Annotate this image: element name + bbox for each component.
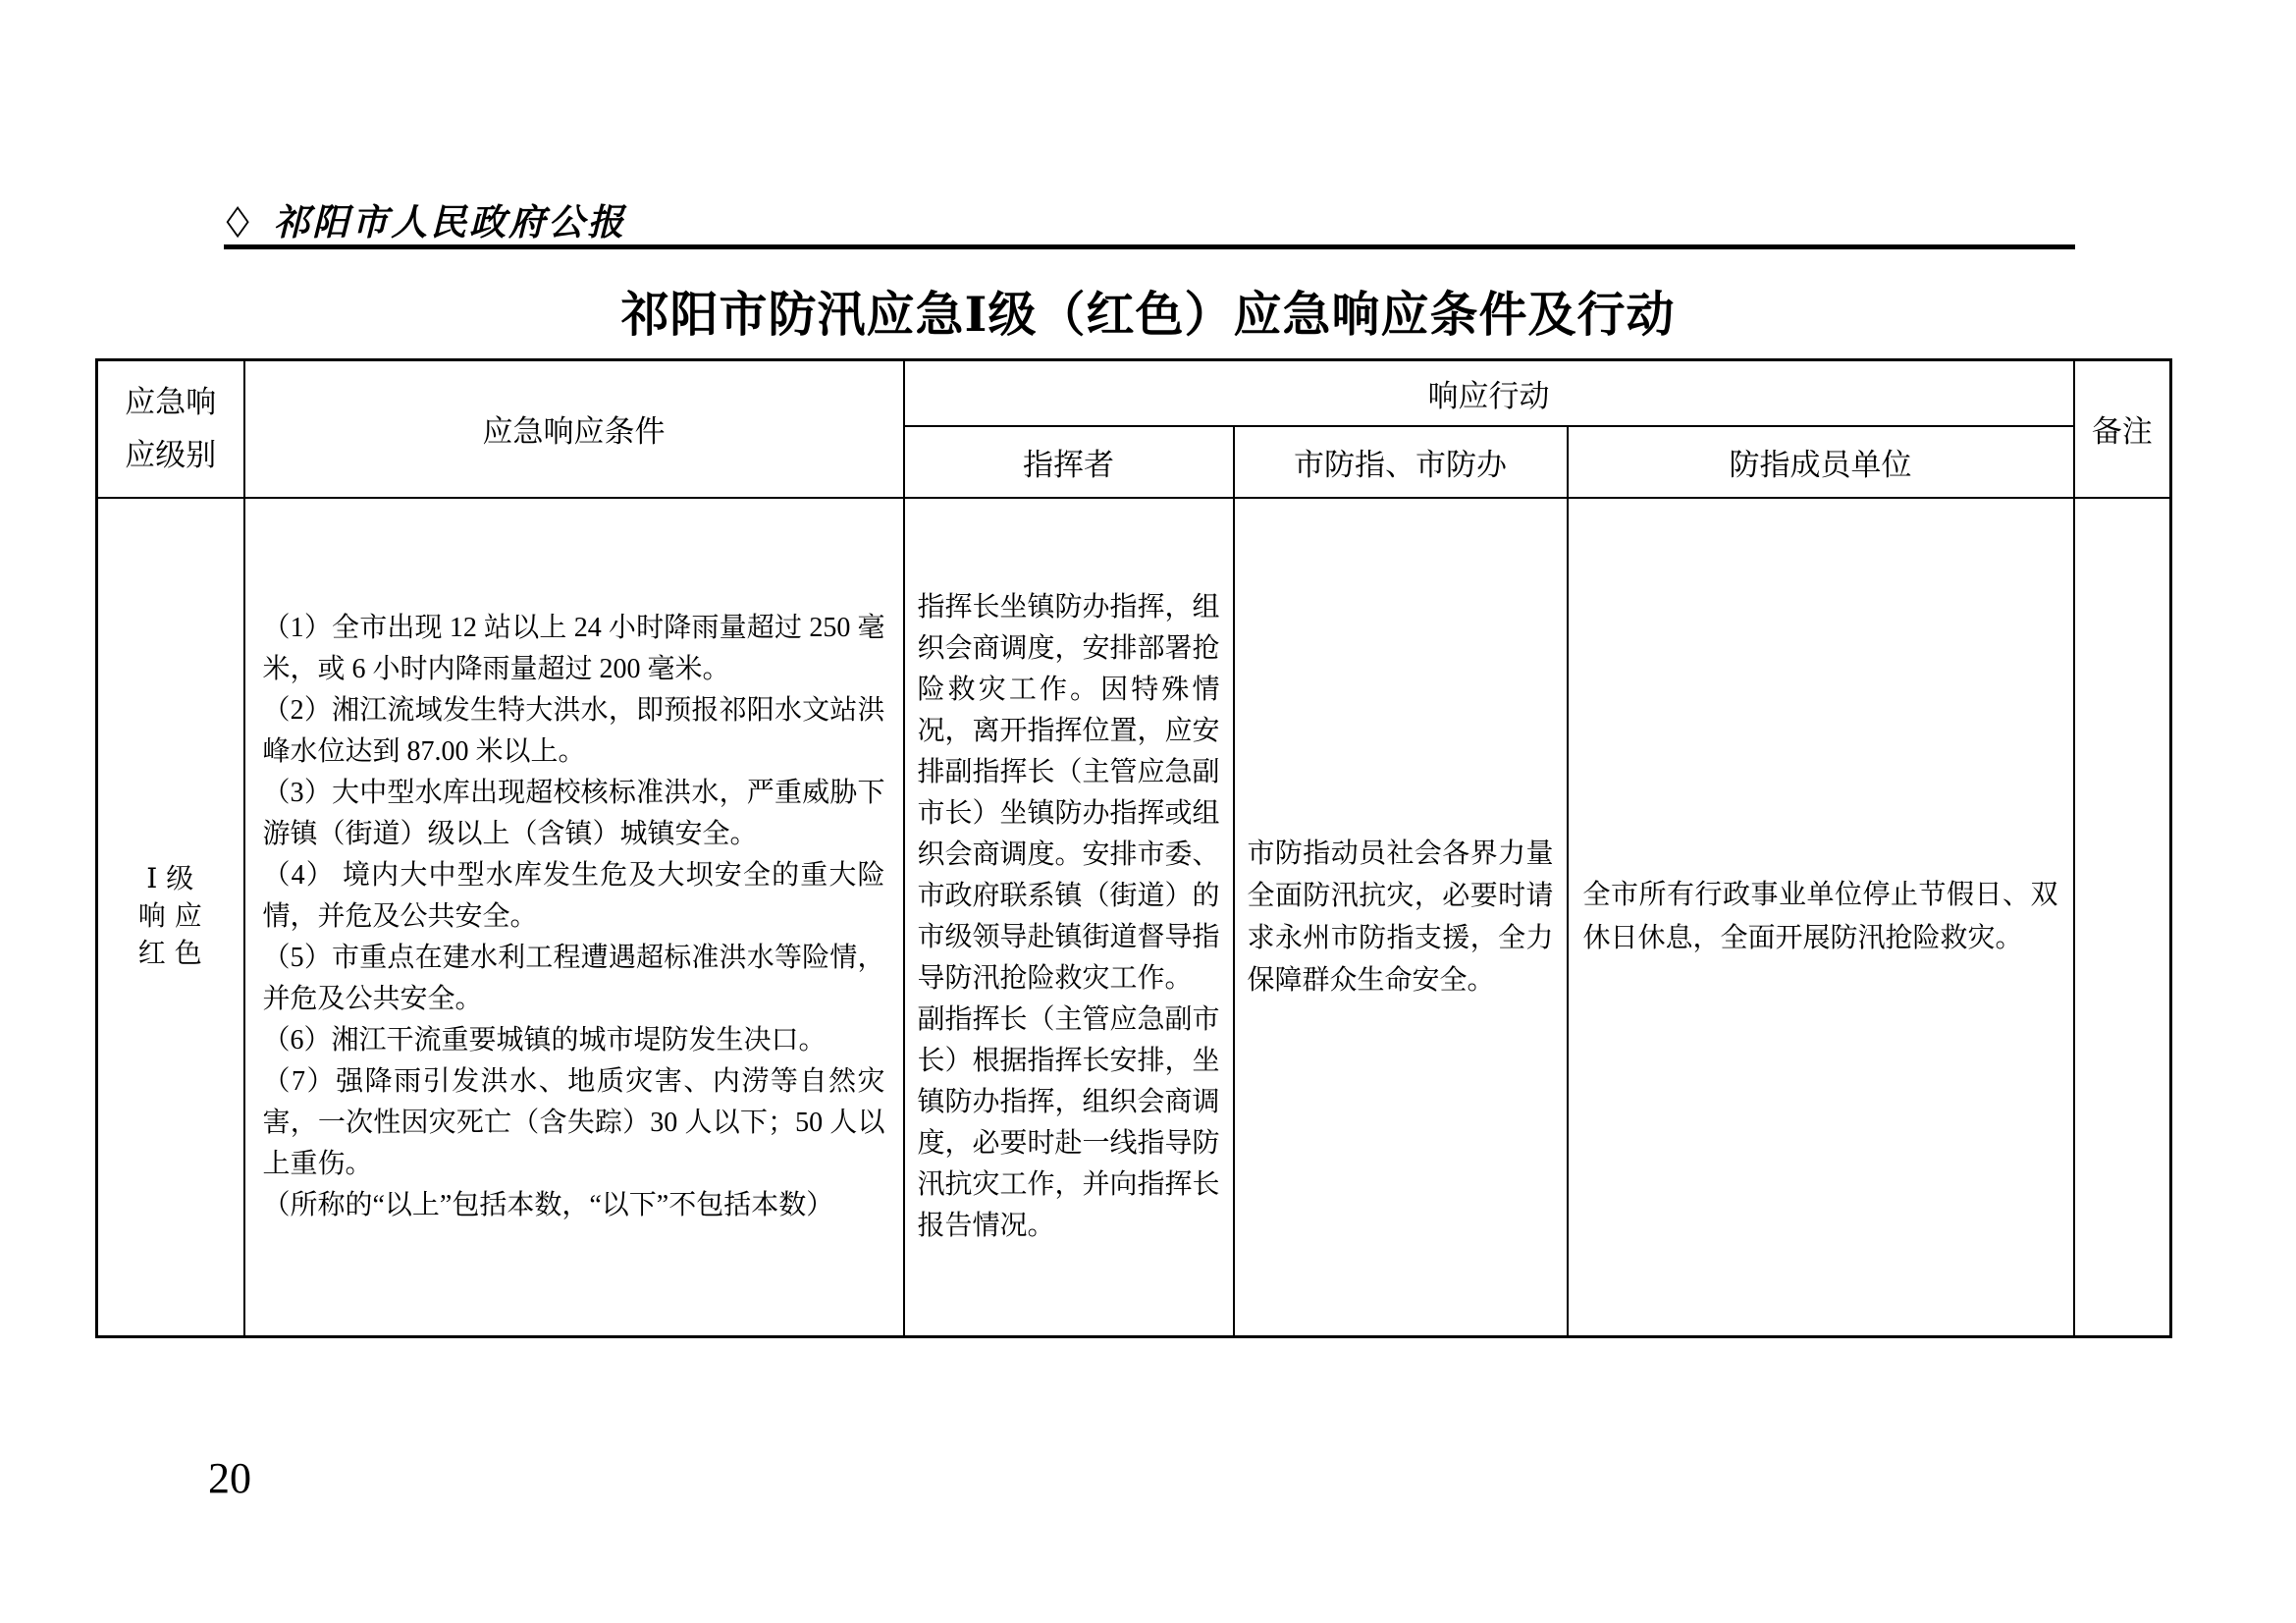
page-number: 20 [208,1454,251,1502]
text-line: （7）强降雨引发洪水、地质灾害、内涝等自然灾害，一次性因灾死亡（含失踪）30 人以下；50 人以上重伤。 [262,1065,885,1179]
cell-conditions [244,498,904,1337]
header-condition: 应急响应条件 [244,360,904,498]
text-line: 副指挥长（主管应急副市长）根据指挥长安排，坐镇防办指挥，组织会商调度，必要时赴一线指导防汛抗灾工作，并向指挥长报告情况。 [917,1003,1220,1241]
cell-office [1234,498,1568,1337]
text-line: 应急响 [125,384,217,419]
gazette-title: 祁阳市人民政府公报 [273,203,627,243]
text-line: 指挥长坐镇防办指挥，组织会商调度，安排部署抢险救灾工作。因特殊情况，离开指挥位置，应安排副指挥长（主管应急副市长）坐镇防办指挥或组织会商调度。安排市委、市政府联系镇（街道）的市级领导赴镇街道督导指导防汛抢险救灾工作。 [917,591,1220,994]
header-remark: 备注 [2074,360,2171,498]
header-level [97,360,244,498]
cell-units [1568,498,2074,1337]
gazette-header [222,192,626,245]
text-line: 响 应 [137,900,203,932]
office-text: 市防指动员社会各界力量全面防汛抗灾，必要时请求永州市防指支援，全力保障群众生命安全。 [1247,838,1554,996]
text-line: （6）湘江干流重要城镇的城市堤防发生决口。 [262,1024,827,1055]
response-table [95,358,2172,1338]
text-line: （所称的“以上”包括本数，“以下”不包括本数） [262,1189,834,1220]
text-line: （2）湘江流域发生特大洪水，即预报祁阳水文站洪峰水位达到 87.00 米以上。 [262,694,885,767]
header-action-group: 响应行动 [904,360,2074,426]
text-line: （1）全市出现 12 站以上 24 小时降雨量超过 250 毫米，或 6 小时内降雨量超过 200 毫米。 [262,612,885,684]
header-office: 市防指、市防办 [1234,426,1568,498]
units-text: 全市所有行政事业单位停止节假日、双休日休息，全面开展防汛抢险救灾。 [1582,879,2058,953]
header-units: 防指成员单位 [1568,426,2074,498]
text-line: Ⅰ 级 [146,863,195,894]
text-line: 应级别 [125,437,217,472]
cell-commander [904,498,1234,1337]
text-line: （5）市重点在建水利工程遭遇超标准洪水等险情，并危及公共安全。 [262,942,885,1014]
cell-level [97,498,244,1337]
text-line: 红 色 [137,938,203,969]
diamond-icon: ◇ [226,197,249,243]
text-line: （3）大中型水库出现超校核标准洪水，严重威胁下游镇（街道）级以上（含镇）城镇安全。 [262,777,885,849]
document-title: 祁阳市防汛应急Ⅰ级（红色）应急响应条件及行动 [620,288,1676,342]
cell-remark [2074,498,2171,1337]
text-line: （4） 境内大中型水库发生危及大坝安全的重大险情，并危及公共安全。 [262,859,885,932]
header-rule [224,244,2075,249]
table-row [97,498,2171,1337]
header-commander: 指挥者 [904,426,1234,498]
